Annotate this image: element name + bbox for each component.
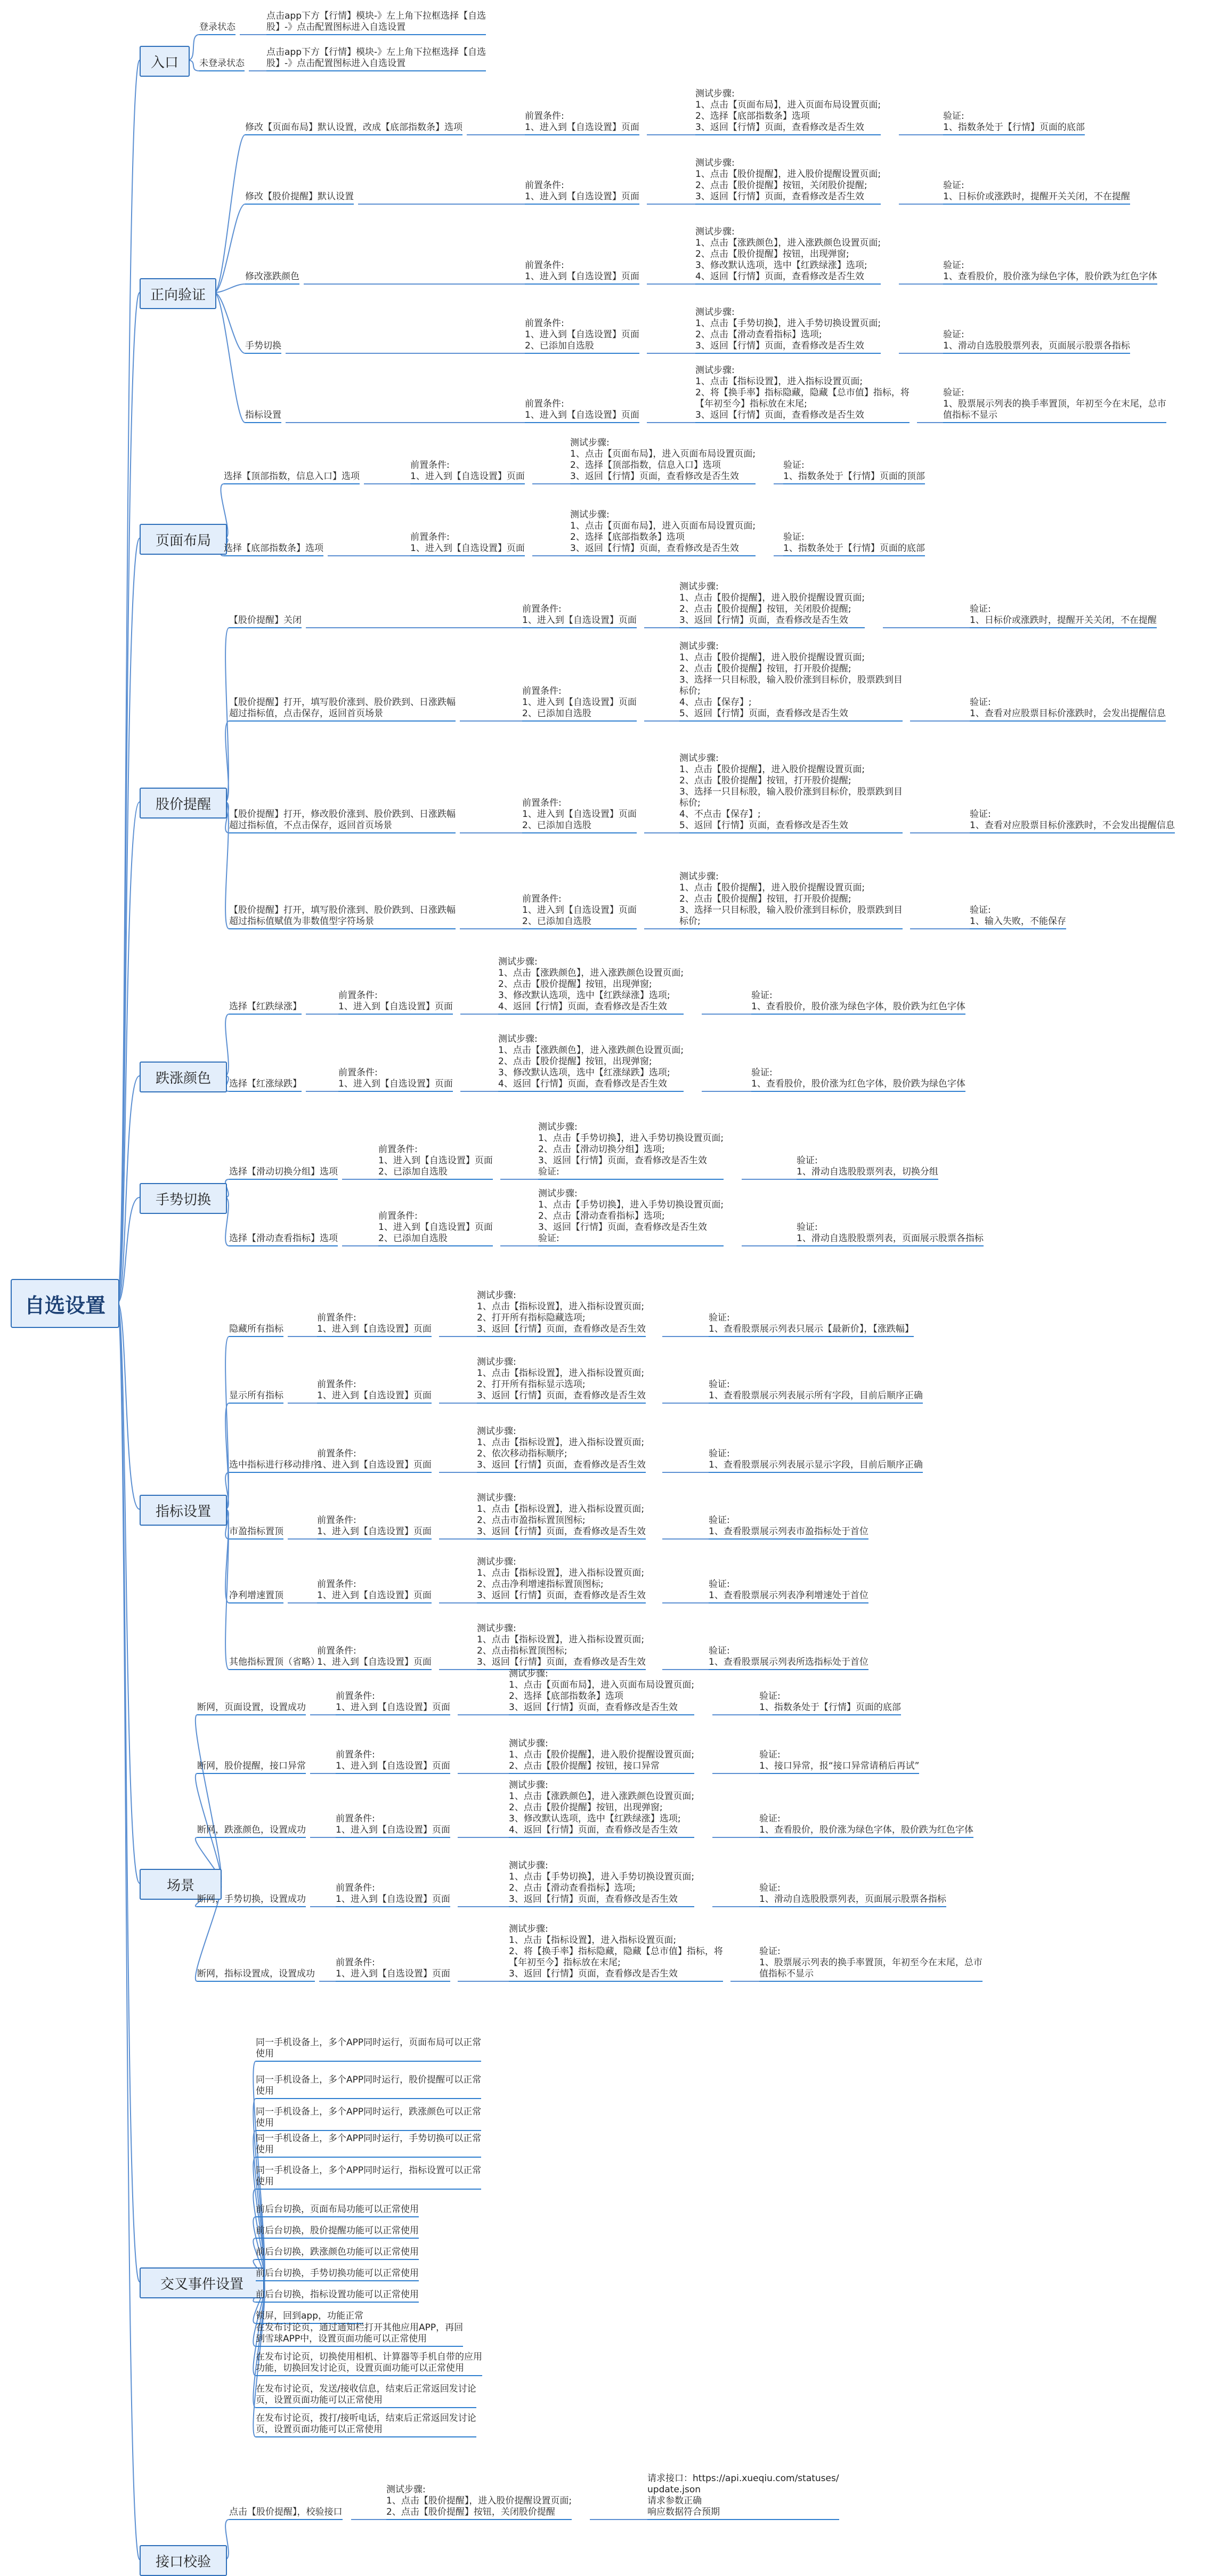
case-title: 选择【红涨绿跌】 <box>229 1079 302 1092</box>
case-verify: 验证: 1、滑动自选股股票列表，页面展示股票各指标 <box>759 1883 946 1907</box>
category-9[interactable]: 接口校验 <box>140 2545 227 2576</box>
case-verify: 验证: 1、指数条处于【行情】页面的底部 <box>783 532 925 556</box>
case-title: 指标设置 <box>245 410 281 423</box>
case-title: 断网，手势切换，设置成功 <box>197 1894 306 1907</box>
case-verify: 验证: 1、查看股票展示列表净利增速处于首位 <box>709 1579 868 1603</box>
case-verify: 验证: 1、滑动自选股股票列表，切换分组 <box>797 1155 938 1180</box>
case-detail: 测试步骤: 1、点击【指标设置】，进入指标设置页面; 2、打开所有指标隐藏选项; 3、返回【行情】页面，查看修改是否生效 <box>477 1290 646 1337</box>
case-title: 选择【滑动查看指标】选项 <box>229 1233 338 1246</box>
case-title: 前后台切换，跌涨颜色功能可以正常使用 <box>256 2247 419 2260</box>
case-detail: 测试步骤: 1、点击【涨跌颜色】，进入涨跌颜色设置页面; 2、点击【股价提醒】按钮，出现弹窗; 3、修改默认选项，选中【红跌绿涨】选项; 4、返回【行情】页面，查看修改是否生效 <box>509 1780 694 1838</box>
case-title: 锁屏，回到app，功能正常 <box>256 2311 363 2324</box>
case-verify: 验证: 1、查看股票展示列表市盈指标处于首位 <box>709 1515 868 1540</box>
case-verify: 验证: 1、查看股价，股价涨为绿色字体，股价跌为红色字体 <box>751 990 965 1015</box>
case-detail: 前置条件: 1、进入到【自选设置】页面 <box>525 180 639 205</box>
case-detail: 前置条件: 1、进入到【自选设置】页面 2、已添加自选股 <box>522 798 637 833</box>
case-detail: 测试步骤: 1、点击【涨跌颜色】，进入涨跌颜色设置页面; 2、点击【股价提醒】按钮，出现弹窗; 3、修改默认选项，选中【红跌绿涨】选项; 4、返回【行情】页面，查看修改是否生效 <box>498 957 684 1015</box>
case-title: 前后台切换，股价提醒功能可以正常使用 <box>256 2225 419 2239</box>
case-title: 前后台切换，手势切换功能可以正常使用 <box>256 2268 419 2281</box>
case-detail: 测试步骤: 1、点击【股价提醒】，进入股价提醒设置页面; 2、点击【股价提醒】按钮，关闭股价提醒; 3、返回【行情】页面，查看修改是否生效 <box>695 158 881 205</box>
case-title: 点击【股价提醒】，校验接口 <box>229 2507 343 2520</box>
case-title: 登录状态 <box>199 22 236 35</box>
category-4[interactable]: 跌涨颜色 <box>140 1062 227 1092</box>
case-title: 手势切换 <box>245 341 281 354</box>
case-detail: 测试步骤: 1、点击【手势切换】，进入手势切换设置页面; 2、点击【滑动查看指标】选项; 3、返回【行情】页面，查看修改是否生效 验证: <box>538 1188 724 1246</box>
case-detail: 测试步骤: 1、点击【指标设置】，进入指标设置页面; 2、点击指标置顶图标; 3、返回【行情】页面，查看修改是否生效 <box>477 1623 646 1670</box>
category-8[interactable]: 交叉事件设置 <box>140 2267 264 2298</box>
case-detail: 测试步骤: 1、点击【指标设置】，进入指标设置页面; 2、点击市盈指标置顶图标; 3、返回【行情】页面，查看修改是否生效 <box>477 1493 646 1540</box>
case-detail: 测试步骤: 1、点击【涨跌颜色】，进入涨跌颜色设置页面; 2、点击【股价提醒】按钮，出现弹窗; 3、修改默认选项，选中【红跌绿涨】选项; 4、返回【行情】页面，查看修改是否生效 <box>695 226 881 285</box>
case-detail: 前置条件: 1、进入到【自选设置】页面 <box>317 1515 432 1540</box>
case-title: 在发布讨论页，拨打/接听电话，结束后正常返回发讨论 页，设置页面功能可以正常使用 <box>256 2413 476 2437</box>
case-verify: 验证: 1、日标价或涨跌时，提醒开关关闭，不在提醒 <box>970 604 1157 628</box>
case-title: 断网，股价提醒，接口异常 <box>197 1761 306 1774</box>
case-detail: 前置条件: 1、进入到【自选设置】页面 <box>336 1883 450 1907</box>
case-title: 未登录状态 <box>199 58 245 71</box>
case-detail: 测试步骤: 1、点击【股价提醒】，进入股价提醒设置页面; 2、点击【股价提醒】按钮，打开股价提醒; 3、选择一只目标股，输入股价涨到目标价，股票跌到目 标价; <box>679 871 903 929</box>
case-title: 断网，跌涨颜色，设置成功 <box>197 1825 306 1838</box>
case-detail: 前置条件: 1、进入到【自选设置】页面 <box>522 604 637 628</box>
case-title: 选中指标进行移动排序 <box>229 1460 320 1473</box>
case-detail: 前置条件: 1、进入到【自选设置】页面 2、已添加自选股 <box>522 686 637 722</box>
case-detail: 前置条件: 1、进入到【自选设置】页面 <box>317 1448 432 1473</box>
case-verify: 验证: 1、查看股票展示列表展示所有字段，目前后顺序正确 <box>709 1379 923 1404</box>
case-verify: 验证: 1、指数条处于【行情】页面的底部 <box>943 111 1085 135</box>
case-detail: 前置条件: 1、进入到【自选设置】页面 <box>336 1813 450 1838</box>
case-title: 同一手机设备上，多个APP同时运行，跌涨颜色可以正常 使用 <box>256 2107 481 2131</box>
case-title: 选择【红跌绿涨】 <box>229 1001 302 1015</box>
case-detail: 测试步骤: 1、点击【股价提醒】，进入股价提醒设置页面; 2、点击【股价提醒】按钮，关闭股价提醒; 3、返回【行情】页面，查看修改是否生效 <box>679 581 865 628</box>
case-verify: 验证: 1、输入失败，不能保存 <box>970 905 1066 929</box>
case-verify: 点击app下方【行情】模块-》左上角下拉框选择【自选 股】-》点击配置图标进入自选设置 <box>266 11 486 35</box>
case-detail: 前置条件: 1、进入到【自选设置】页面 <box>338 1067 453 1092</box>
case-verify: 验证: 1、查看股票展示列表只展示【最新价】，【涨跌幅】 <box>709 1313 914 1337</box>
case-detail: 测试步骤: 1、点击【涨跌颜色】，进入涨跌颜色设置页面; 2、点击【股价提醒】按钮，出现弹窗; 3、修改默认选项，选中【红涨绿跌】选项; 4、返回【行情】页面，查看修改是否生效 <box>498 1034 684 1092</box>
case-detail: 测试步骤: 1、点击【指标设置】，进入指标设置页面; 2、点击净利增速指标置顶图标; 3、返回【行情】页面，查看修改是否生效 <box>477 1557 646 1603</box>
case-detail: 测试步骤: 1、点击【股价提醒】，进入股价提醒设置页面; 2、点击【股价提醒】按钮，打开股价提醒; 3、选择一只目标股，输入股价涨到目标价，股票跌到目 标价; 4、点击【保存】; 5、返回【行情】页面，查看修改是否生效 <box>679 641 903 722</box>
case-verify: 验证: 1、查看股价，股价涨为红色字体，股价跌为绿色字体 <box>751 1067 965 1092</box>
category-3[interactable]: 股价提醒 <box>140 788 227 819</box>
case-detail: 前置条件: 1、进入到【自选设置】页面 <box>317 1379 432 1404</box>
case-title: 在发布讨论页，切换使用相机、计算器等手机自带的应用 功能，切换回发讨论页，设置页面功能可以正常使用 <box>256 2352 482 2376</box>
case-title: 选择【滑动切换分组】选项 <box>229 1167 338 1180</box>
category-1[interactable]: 正向验证 <box>140 278 216 309</box>
case-title: 选择【顶部指数，信息入口】选项 <box>224 471 360 484</box>
case-title: 断网，指标设置成，设置成功 <box>197 1969 315 1982</box>
case-detail: 前置条件: 1、进入到【自选设置】页面 <box>525 399 639 423</box>
case-verify: 验证: 1、查看对应股票目标价涨跌时，不会发出提醒信息 <box>970 809 1175 833</box>
case-verify: 验证: 1、滑动自选股股票列表，页面展示股票各指标 <box>797 1222 984 1246</box>
case-title: 在发布讨论页，发送/接收信息，结束后正常返回发讨论 页，设置页面功能可以正常使用 <box>256 2384 476 2408</box>
case-title: 同一手机设备上，多个APP同时运行，页面布局可以正常 使用 <box>256 2037 481 2062</box>
case-title: 前后台切换，指标设置功能可以正常使用 <box>256 2289 419 2303</box>
case-detail: 测试步骤: 1、点击【股价提醒】，进入股价提醒设置页面; 2、点击【股价提醒】按钮，关闭股价提醒 <box>386 2484 572 2520</box>
case-detail: 测试步骤: 1、点击【指标设置】，进入指标设置页面; 2、依次移动指标顺序; 3、返回【行情】页面，查看修改是否生效 <box>477 1426 646 1473</box>
case-detail: 前置条件: 1、进入到【自选设置】页面 <box>338 990 453 1015</box>
case-verify: 验证: 1、滑动自选股股票列表，页面展示股票各指标 <box>943 329 1130 354</box>
case-detail: 前置条件: 1、进入到【自选设置】页面 <box>317 1313 432 1337</box>
case-detail: 前置条件: 1、进入到【自选设置】页面 <box>525 260 639 285</box>
case-verify: 验证: 1、查看股价，股价涨为绿色字体，股价跌为红色字体 <box>759 1813 973 1838</box>
case-detail: 测试步骤: 1、点击【页面布局】，进入页面布局设置页面; 2、选择【底部指数条】选项 3、返回【行情】页面，查看修改是否生效 <box>509 1668 694 1715</box>
case-verify: 验证: 1、查看股价，股价涨为绿色字体，股价跌为红色字体 <box>943 260 1157 285</box>
case-title: 其他指标置顶（省略） <box>229 1657 320 1670</box>
case-title: 净利增速置顶 <box>229 1590 283 1603</box>
case-detail: 测试步骤: 1、点击【手势切换】，进入手势切换设置页面; 2、点击【滑动查看指标】选项; 3、返回【行情】页面，查看修改是否生效 <box>509 1860 694 1907</box>
category-6[interactable]: 指标设置 <box>140 1495 227 1526</box>
case-detail: 前置条件: 1、进入到【自选设置】页面 <box>336 1691 450 1715</box>
case-detail: 前置条件: 1、进入到【自选设置】页面 <box>336 1749 450 1774</box>
case-title: 同一手机设备上，多个APP同时运行，指标设置可以正常 使用 <box>256 2165 481 2190</box>
case-detail: 前置条件: 1、进入到【自选设置】页面 <box>410 460 525 484</box>
case-detail: 前置条件: 1、进入到【自选设置】页面 2、已添加自选股 <box>378 1211 493 1246</box>
root-node[interactable]: 自选设置 <box>11 1279 119 1328</box>
case-verify: 点击app下方【行情】模块-》左上角下拉框选择【自选 股】-》点击配置图标进入自选设置 <box>266 47 486 71</box>
case-title: 同一手机设备上，多个APP同时运行，手势切换可以正常 使用 <box>256 2133 481 2158</box>
case-title: 修改涨跌颜色 <box>245 271 299 285</box>
case-title: 【股价提醒】关闭 <box>229 615 302 628</box>
case-title: 断网，页面设置，设置成功 <box>197 1702 306 1715</box>
category-0[interactable]: 入口 <box>140 46 190 77</box>
case-title: 隐藏所有指标 <box>229 1324 283 1337</box>
case-detail: 前置条件: 1、进入到【自选设置】页面 <box>525 111 639 135</box>
case-detail: 测试步骤: 1、点击【手势切换】，进入手势切换设置页面; 2、点击【滑动切换分组】选项; 3、返回【行情】页面，查看修改是否生效 验证: <box>538 1122 724 1180</box>
case-detail: 测试步骤: 1、点击【指标设置】，进入指标设置页面; 2、将【换手率】指标隐藏，隐藏【总市值】指标，将 【年初至今】指标放在末尾; 3、返回【行情】页面，查看修改是否生效 <box>695 365 910 423</box>
case-detail: 前置条件: 1、进入到【自选设置】页面 2、已添加自选股 <box>525 318 639 354</box>
case-title: 显示所有指标 <box>229 1390 283 1404</box>
case-detail: 测试步骤: 1、点击【页面布局】，进入页面布局设置页面; 2、选择【底部指数条】选项 3、返回【行情】页面，查看修改是否生效 <box>695 88 881 135</box>
case-verify: 验证: 1、查看股票展示列表所选指标处于首位 <box>709 1646 868 1670</box>
case-verify: 验证: 1、日标价或涨跌时，提醒开关关闭，不在提醒 <box>943 180 1130 205</box>
case-detail: 测试步骤: 1、点击【股价提醒】，进入股价提醒设置页面; 2、点击【股价提醒】按钮，打开股价提醒; 3、选择一只目标股，输入股价涨到目标价，股票跌到目 标价; 4、不点击【保存】; 5、返回【行情】页面，查看修改是否生效 <box>679 753 903 833</box>
case-title: 【股价提醒】打开，填写股价涨到、股价跌到、日涨跌幅 超过指标值，点击保存，返回首页场景 <box>229 697 456 722</box>
case-detail: 测试步骤: 1、点击【指标设置】，进入指标设置页面; 2、将【换手率】指标隐藏，隐藏【总市值】指标，将 【年初至今】指标放在末尾; 3、返回【行情】页面，查看修改是否生效 <box>509 1924 723 1982</box>
case-title: 修改【页面布局】默认设置，改成【底部指数条】选项 <box>245 122 462 135</box>
case-title: 选择【底部指数条】选项 <box>224 543 323 556</box>
case-title: 市盈指标置顶 <box>229 1526 283 1540</box>
case-detail: 测试步骤: 1、点击【股价提醒】，进入股价提醒设置页面; 2、点击【股价提醒】按钮，接口异常 <box>509 1738 694 1774</box>
category-7[interactable]: 场景 <box>140 1869 222 1900</box>
case-verify: 验证: 1、股票展示列表的换手率置顶，年初至今在末尾，总市 值指标不显示 <box>943 387 1166 423</box>
case-verify: 验证: 1、查看对应股票目标价涨跌时，会发出提醒信息 <box>970 697 1166 722</box>
case-detail: 前置条件: 1、进入到【自选设置】页面 <box>336 1957 450 1982</box>
case-detail: 测试步骤: 1、点击【指标设置】，进入指标设置页面; 2、打开所有指标显示选项; 3、返回【行情】页面，查看修改是否生效 <box>477 1357 646 1404</box>
case-detail: 前置条件: 1、进入到【自选设置】页面 <box>317 1579 432 1603</box>
case-title: 【股价提醒】打开，填写股价涨到、股价跌到、日涨跌幅 超过指标值赋值为非数值型字符场景 <box>229 905 456 929</box>
case-detail: 前置条件: 1、进入到【自选设置】页面 2、已添加自选股 <box>378 1144 493 1180</box>
case-verify: 验证: 1、指数条处于【行情】页面的底部 <box>759 1691 901 1715</box>
case-verify: 验证: 1、指数条处于【行情】页面的顶部 <box>783 460 925 484</box>
category-2[interactable]: 页面布局 <box>140 524 227 555</box>
case-verify: 验证: 1、接口异常，报“接口异常请稍后再试” <box>759 1749 919 1774</box>
case-title: 同一手机设备上，多个APP同时运行，股价提醒可以正常 使用 <box>256 2075 481 2099</box>
case-detail: 测试步骤: 1、点击【手势切换】，进入手势切换设置页面; 2、点击【滑动查看指标】选项; 3、返回【行情】页面，查看修改是否生效 <box>695 307 881 354</box>
case-detail: 测试步骤: 1、点击【页面布局】，进入页面布局设置页面; 2、选择【顶部指数，信息入口】选项 3、返回【行情】页面，查看修改是否生效 <box>570 438 756 484</box>
case-detail: 测试步骤: 1、点击【页面布局】，进入页面布局设置页面; 2、选择【底部指数条】选项 3、返回【行情】页面，查看修改是否生效 <box>570 509 756 556</box>
case-title: 【股价提醒】打开，修改股价涨到、股价跌到、日涨跌幅 超过指标值，不点击保存，返回首页场景 <box>229 809 456 833</box>
case-detail: 前置条件: 1、进入到【自选设置】页面 <box>317 1646 432 1670</box>
case-title: 前后台切换，页面布局功能可以正常使用 <box>256 2204 419 2217</box>
case-detail: 前置条件: 1、进入到【自选设置】页面 2、已添加自选股 <box>522 894 637 929</box>
case-title: 修改【股价提醒】默认设置 <box>245 191 354 205</box>
category-5[interactable]: 手势切换 <box>140 1183 227 1214</box>
case-verify: 验证: 1、股票展示列表的换手率置顶，年初至今在末尾，总市 值指标不显示 <box>759 1946 983 1982</box>
case-verify: 验证: 1、查看股票展示列表展示显示字段，目前后顺序正确 <box>709 1448 923 1473</box>
case-title: 在发布讨论页，通过通知栏打开其他应用APP，再回 到雪球APP中，设置页面功能可以正常使用 <box>256 2322 463 2347</box>
case-verify: 请求接口：https://api.xueqiu.com/statuses/ update.json 请求参数正确 响应数据符合预期 <box>647 2473 839 2520</box>
case-detail: 前置条件: 1、进入到【自选设置】页面 <box>410 532 525 556</box>
